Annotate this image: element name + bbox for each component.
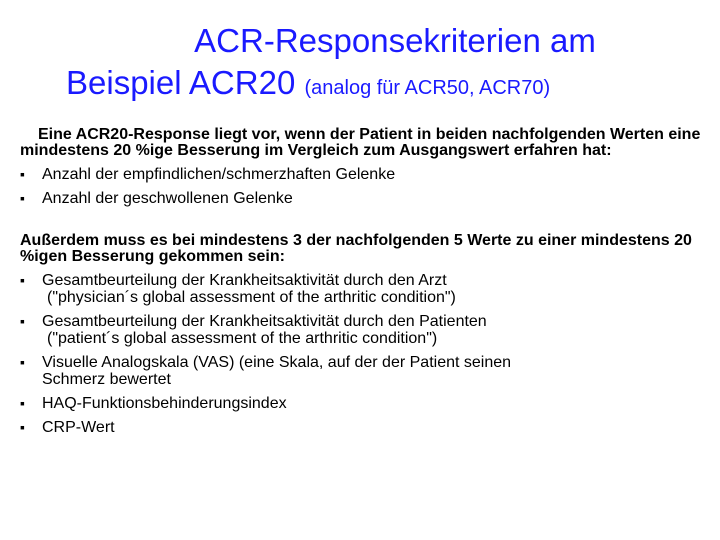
bullet-icon: ▪ — [20, 190, 25, 206]
list-item-text: HAQ-Funktionsbehinderungsindex — [42, 395, 287, 412]
bullet-icon: ▪ — [20, 313, 25, 329]
bullet-icon: ▪ — [20, 272, 25, 288]
bullet-icon: ▪ — [20, 395, 25, 411]
list-item-subtext: ("physician´s global assessment of the arthritic condition") — [47, 289, 456, 306]
section1-intro: Eine ACR20-Response liegt vor, wenn der Patient in beiden nachfolgenden Werten eine mindestens 20 %ige Besserung im Vergleich zum Ausgangswert erfahren hat: — [20, 126, 701, 159]
title-subtitle: (analog für ACR50, ACR70) — [304, 77, 551, 99]
list-item-subtext: ("patient´s global assessment of the arthritic condition") — [47, 330, 438, 347]
list-item — [20, 354, 710, 388]
bullet-icon: ▪ — [20, 354, 25, 370]
list-item — [20, 395, 710, 412]
list-item — [20, 419, 710, 436]
bullet-icon: ▪ — [20, 419, 25, 435]
list-item-text: Gesamtbeurteilung der Krankheitsaktivität durch den Patienten — [42, 313, 487, 330]
list-item-text: Gesamtbeurteilung der Krankheitsaktivität durch den Arzt — [42, 272, 447, 289]
bullet-icon: ▪ — [20, 166, 25, 182]
list-item-text: Visuelle Analogskala (VAS) (eine Skala, auf der der Patient seinen — [42, 354, 512, 371]
list-item — [20, 313, 710, 347]
section2-intro: Außerdem muss es bei mindestens 3 der nachfolgenden 5 Werte zu einer mindestens 20 %igen Besserung gekommen sein: — [20, 232, 692, 265]
list-item — [20, 190, 710, 207]
list-item-subtext: Schmerz bewertet — [42, 371, 171, 388]
list-item-text: Anzahl der geschwollenen Gelenke — [42, 190, 293, 207]
section2-list — [20, 272, 710, 436]
list-item-text: Anzahl der empfindlichen/schmerzhaften Gelenke — [42, 166, 396, 183]
slide-content — [20, 127, 710, 436]
title-main: Beispiel ACR20 — [66, 64, 296, 101]
title-line-2 — [0, 64, 720, 107]
list-item-text: CRP-Wert — [42, 419, 115, 436]
slide-title — [0, 22, 720, 107]
title-line-1: ACR-Responsekriterien am — [194, 22, 596, 59]
section1-list — [20, 166, 710, 207]
list-item — [20, 166, 710, 183]
list-item — [20, 272, 710, 306]
